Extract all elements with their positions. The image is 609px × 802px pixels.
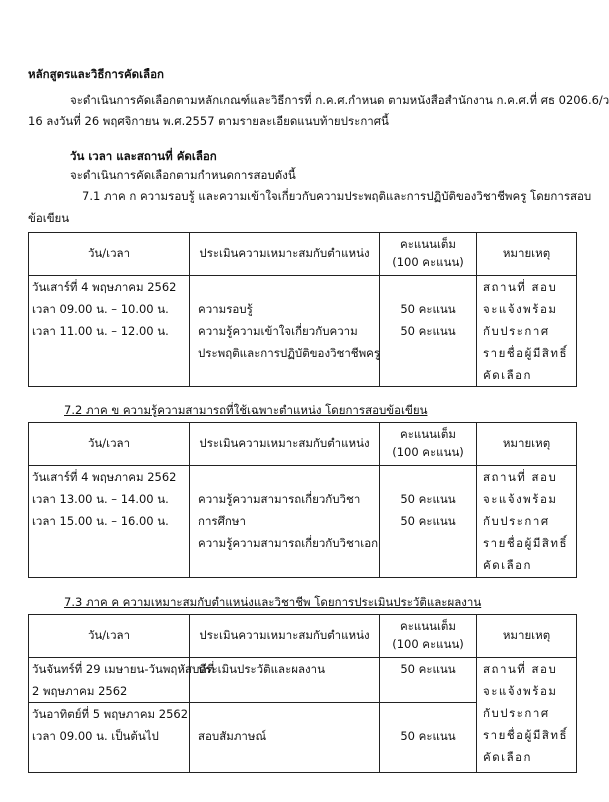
header-date: วัน/เวลา xyxy=(29,233,190,276)
exam-table-part3 xyxy=(28,614,577,773)
score-value: 50 คะแนน xyxy=(400,662,456,676)
date-line: 2 พฤษภาคม 2562 xyxy=(32,684,128,698)
header-score-line2: (100 คะแนน) xyxy=(392,637,464,651)
remark-cell xyxy=(477,658,577,773)
remark-line: คัดเลือก xyxy=(483,558,533,572)
date-line: วันอาทิตย์ที่ 5 พฤษภาคม 2562 xyxy=(32,707,189,721)
exam-table-part2 xyxy=(28,422,577,578)
intro-line-2: 16 ลงวันที่ 26 พฤศจิกายน พ.ศ.2557 ตามรายละเอียดแนบท้ายประกาศนี้ xyxy=(28,114,389,128)
part1-line-2: ข้อเขียน xyxy=(28,211,70,225)
part3-title: 7.3 ภาค ค ความเหมาะสมกับตำแหน่งและวิชาชีพ โดยการประเมินประวัติและผลงาน xyxy=(64,595,482,609)
assess-line: ความรู้ความสามารถเกี่ยวกับวิชาเอก xyxy=(198,536,379,550)
remark-line: กับประกาศ xyxy=(483,706,550,720)
remark-line: จะแจ้งพร้อม xyxy=(483,684,558,698)
part2-title: 7.2 ภาค ข ความรู้ความสามารถที่ใช้เฉพาะตำแหน่ง โดยการสอบข้อเขียน xyxy=(64,403,428,417)
header-score-line2: (100 คะแนน) xyxy=(392,445,464,459)
date-cell xyxy=(29,276,190,387)
header-date: วัน/เวลา xyxy=(29,615,190,658)
header-score xyxy=(380,423,477,466)
assess-line: ประเมินประวัติและผลงาน xyxy=(198,662,325,676)
date-line: เวลา 15.00 น. – 16.00 น. xyxy=(32,514,169,528)
score-value: 50 คะแนน xyxy=(400,514,456,528)
score-value: 50 คะแนน xyxy=(400,302,456,316)
section-title: หลักสูตรและวิธีการคัดเลือก xyxy=(28,67,164,81)
date-line: เวลา 11.00 น. – 12.00 น. xyxy=(32,324,169,338)
header-score-line1: คะแนนเต็ม xyxy=(400,427,456,441)
header-score-line1: คะแนนเต็ม xyxy=(400,237,456,251)
header-score-line1: คะแนนเต็ม xyxy=(400,619,456,633)
assess-cell xyxy=(190,658,380,703)
assess-line: การศึกษา xyxy=(198,514,246,528)
remark-line: คัดเลือก xyxy=(483,750,533,764)
remark-cell xyxy=(477,466,577,578)
assess-line: ความรู้ความเข้าใจเกี่ยวกับความ xyxy=(198,324,358,338)
date-line: วันเสาร์ที่ 4 พฤษภาคม 2562 xyxy=(32,470,177,484)
remark-line: กับประกาศ xyxy=(483,514,550,528)
assess-cell xyxy=(190,703,380,773)
assess-cell xyxy=(190,276,380,387)
header-date: วัน/เวลา xyxy=(29,423,190,466)
header-score-line2: (100 คะแนน) xyxy=(392,255,464,269)
remark-line: รายชื่อผู้มีสิทธิ์ xyxy=(483,728,569,742)
schedule-title: วัน เวลา และสถานที่ คัดเลือก xyxy=(70,149,217,163)
assess-line: ความรอบรู้ xyxy=(198,302,253,316)
score-cell xyxy=(380,466,477,578)
assess-line: ความรู้ความสามารถเกี่ยวกับวิชา xyxy=(198,492,361,506)
remark-line: รายชื่อผู้มีสิทธิ์ xyxy=(483,536,569,550)
exam-table-part1 xyxy=(28,232,577,387)
remark-line: จะแจ้งพร้อม xyxy=(483,492,558,506)
score-cell xyxy=(380,658,477,703)
header-assess: ประเมินความเหมาะสมกับตำแหน่ง xyxy=(190,233,380,276)
date-cell xyxy=(29,658,215,703)
remark-line: คัดเลือก xyxy=(483,368,533,382)
score-value: 50 คะแนน xyxy=(400,324,456,338)
header-remark: หมายเหตุ xyxy=(477,615,577,658)
intro-line-1: จะดำเนินการคัดเลือกตามหลักเกณฑ์และวิธีการที่ ก.ค.ศ.กำหนด ตามหนังสือสำนักงาน ก.ค.ศ.ที่ ศธ 0206.6/ว xyxy=(70,93,609,107)
assess-cell xyxy=(190,466,380,578)
part1-line-1: 7.1 ภาค ก ความรอบรู้ และความเข้าใจเกี่ยวกับความประพฤติและการปฏิบัติของวิชาชีพครู โดยการสอบ xyxy=(82,189,592,203)
score-cell xyxy=(380,276,477,387)
date-line: เวลา 13.00 น. – 14.00 น. xyxy=(32,492,169,506)
score-cell xyxy=(380,703,477,773)
date-line: วันเสาร์ที่ 4 พฤษภาคม 2562 xyxy=(32,280,177,294)
date-cell xyxy=(29,703,190,773)
header-remark: หมายเหตุ xyxy=(477,233,577,276)
schedule-intro: จะดำเนินการคัดเลือกตามกำหนดการสอบดังนี้ xyxy=(70,168,296,182)
header-score xyxy=(380,615,477,658)
remark-line: สถานที่ สอบ xyxy=(483,662,558,676)
assess-line: ประพฤติและการปฏิบัติของวิชาชีพครู xyxy=(198,346,381,360)
remark-line: กับประกาศ xyxy=(483,324,550,338)
date-line: เวลา 09.00 น. – 10.00 น. xyxy=(32,302,169,316)
header-score xyxy=(380,233,477,276)
remark-line: รายชื่อผู้มีสิทธิ์ xyxy=(483,346,569,360)
date-line: เวลา 09.00 น. เป็นต้นไป xyxy=(32,729,159,743)
remark-line: สถานที่ สอบ xyxy=(483,470,558,484)
remark-line: สถานที่ สอบ xyxy=(483,280,558,294)
date-line: วันจันทร์ที่ 29 เมษายน-วันพฤหัสบดีที่ xyxy=(32,662,215,676)
date-cell xyxy=(29,466,190,578)
header-assess: ประเมินความเหมาะสมกับตำแหน่ง xyxy=(190,423,380,466)
remark-line: จะแจ้งพร้อม xyxy=(483,302,558,316)
score-value: 50 คะแนน xyxy=(400,729,456,743)
remark-cell xyxy=(477,276,577,387)
header-remark: หมายเหตุ xyxy=(477,423,577,466)
header-assess: ประเมินความเหมาะสมกับตำแหน่ง xyxy=(190,615,380,658)
assess-line: สอบสัมภาษณ์ xyxy=(198,729,267,743)
score-value: 50 คะแนน xyxy=(400,492,456,506)
